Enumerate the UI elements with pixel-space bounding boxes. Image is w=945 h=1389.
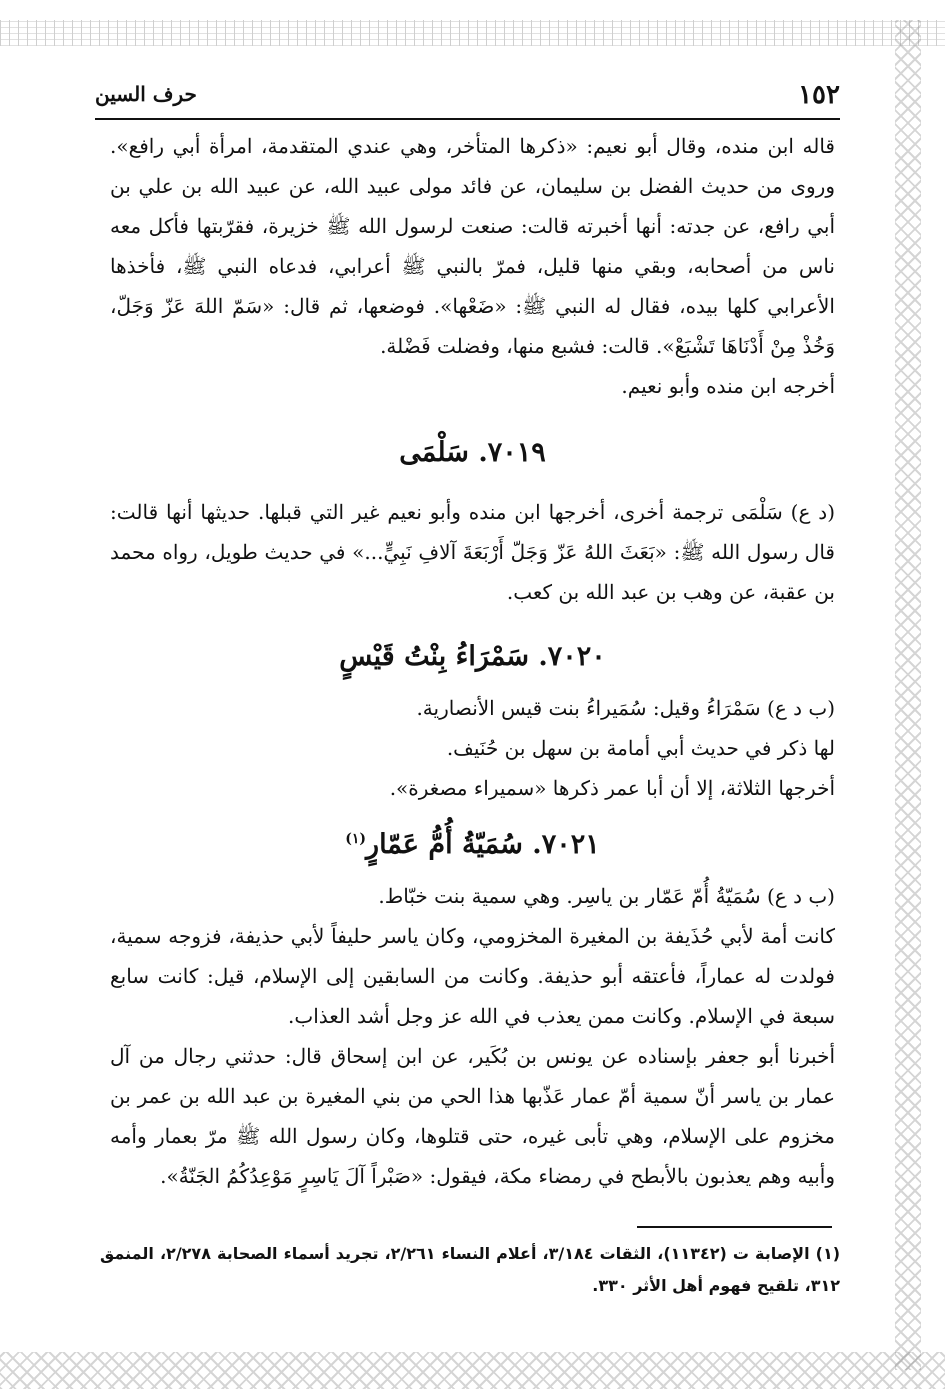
footnote-marker: (١) [345, 831, 367, 847]
page-body [110, 126, 835, 1196]
footnote-1: (١) الإصابة ت (١١٣٤٢)، الثقات ٣/١٨٤، أعلام النساء ٢/٢٦١، تجريد أسماء الصحابة ٢/٢٧٨، المنمق ٣١٢، تلقيح فهوم أهل الأثر ٣٣٠. [100, 1244, 841, 1295]
page-header [95, 80, 840, 114]
footnote-rule [637, 1226, 832, 1228]
footnotes [100, 1238, 840, 1302]
page-number: ١٥٢ [798, 80, 840, 110]
paragraph-7020-2: لها ذكر في حديث أبي أمامة بن سهل بن حُنَيف. [446, 736, 835, 760]
paragraph-7021-3: أخبرنا أبو جعفر بإسناده عن يونس بن بُكَير، عن ابن إسحاق قال: حدثني رجال من آل عمار بن ياسر أنّ سمية أمّ عمار عَذّبها هذا الحي من بني المغيرة بن عبد الله بن عمر بن مخزوم على الإسلام، وهي تأبى غيره، حتى قتلوها، وكان رسول الله ﷺ مرّ بعمار وأمه وأبيه وهم يعذبون بالأبطح في رمضاء مكة، فيقول: «صَبْراً آلَ يَاسِرٍ مَوْعِدُكُمُ الجَنّةُ». [110, 1044, 835, 1188]
ornamental-border-right [895, 20, 921, 1370]
entry-title-7021: ٧٠٢١. سُمَيّةُ أُمُّ عَمّارٍ [366, 829, 600, 860]
paragraph-prev-2: أخرجه ابن منده وأبو نعيم. [621, 374, 835, 398]
header-rule [95, 118, 840, 120]
paragraph-prev-1: قاله ابن منده، وقال أبو نعيم: «ذكرها المتأخر، وهي عندي المتقدمة، امرأة أبي رافع». وروى من حديث الفضل بن سليمان، عن فائد مولى عبيد الله، عن عبيد الله بن علي بن أبي رافع، عن جدته: أنها أخبرته قالت: صنعت لرسول الله ﷺ خزيرة، فقرّبتها فأكل معه ناس من أصحابه، وبقي منها قليل، فمرّ بالنبي ﷺ أعرابي، فدعاه النبي ﷺ، فأخذها الأعرابي كلها بيده، فقال له النبي ﷺ: «ضَعْها». فوضعها، ثم قال: «سَمّ اللهَ عَزّ وَجَلّ، وَخُذْ مِنْ أَدْنَاهَا تَشْبَعْ». قالت: فشبع منها، وفضلت فَضْلة. [110, 134, 836, 358]
ornamental-border-bottom [0, 1352, 945, 1389]
ornamental-border-top [0, 20, 945, 46]
paragraph-7020-3: أخرجها الثلاثة، إلا أن أبا عمر ذكرها «سميراء مصغرة». [389, 776, 835, 800]
paragraph-7021-1: (ب د ع) سُمَيّةُ أُمّ عَمّار بن ياسِر. وهي سمية بنت خبّاط. [378, 884, 835, 908]
paragraph-7020-1: (ب د ع) سَمْرَاءُ وقيل: سُمَيراءُ بنت قيس الأنصارية. [416, 696, 835, 720]
entry-title-7020: ٧٠٢٠. سَمْرَاءُ بِنْتُ قَيْسٍ [339, 641, 606, 672]
paragraph-7021-2: كانت أمة لأبي حُذَيفة بن المغيرة المخزومي، وكان ياسر حليفاً لأبي حذيفة، فزوجه سمية، فولدت له عماراً، فأعتقه أبو حذيفة. وكانت من السابقين إلى الإسلام، قيل: كانت سابع سبعة في الإسلام. وكانت ممن يعذب في الله عز وجل أشد العذاب. [110, 924, 835, 1028]
entry-title-7021-wrap [110, 820, 835, 870]
entry-title-7019: ٧٠١٩. سَلْمَى [399, 437, 546, 468]
paragraph-7019-1: (د ع) سَلْمَى ترجمة أخرى، أخرجها ابن منده وأبو نعيم غير التي قبلها. حديثها أنها قالت: قال رسول الله ﷺ: «بَعَثَ اللهُ عَزّ وَجَلّ أَرْبَعَةَ آلافِ نَبِيٍّ...» في حديث طويل، رواه محمد بن عقبة، عن وهب بن عبد الله بن كعب. [110, 500, 835, 604]
running-head: حرف السين [95, 82, 197, 106]
